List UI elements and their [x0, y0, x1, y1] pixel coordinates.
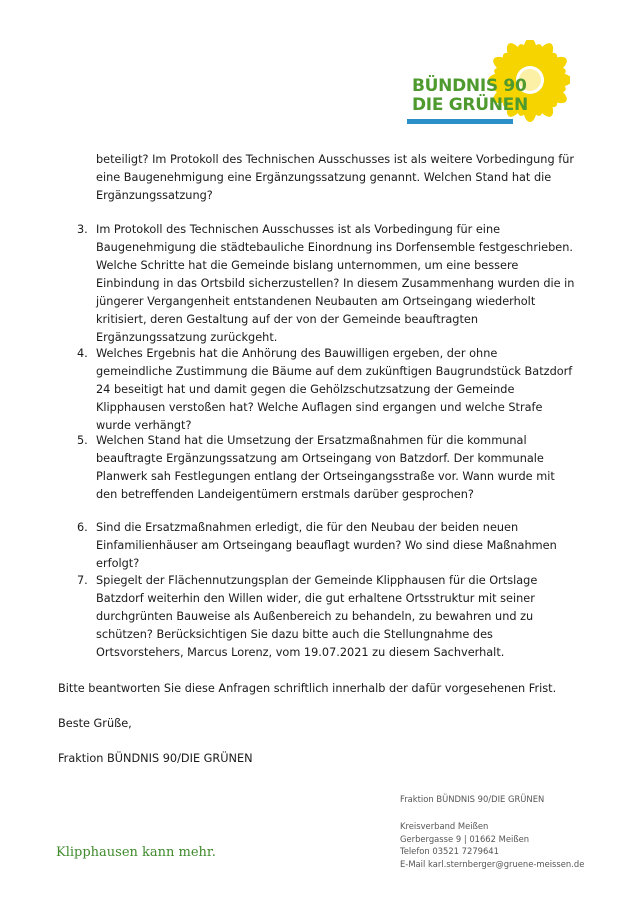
footer-phone: Telefon 03521 7279641 — [400, 846, 499, 856]
footer-org: Fraktion BÜNDNIS 90/DIE GRÜNEN — [400, 794, 545, 804]
logo-wordmark — [412, 77, 528, 115]
closing-signature: Fraktion BÜNDNIS 90/DIE GRÜNEN — [58, 752, 253, 765]
footer-kreisverband: Kreisverband Meißen — [400, 821, 489, 831]
party-logo — [405, 40, 565, 130]
footer-contact — [400, 820, 584, 870]
item-number: 4. — [77, 347, 88, 360]
logo-underline — [407, 119, 513, 124]
logo-line-1: BÜNDNIS 90 — [412, 76, 527, 96]
item-text: Im Protokoll des Technischen Ausschusses ist als Vorbedingung für eine Baugenehmigung die städtebauliche Einordnung ins Dorfensemble festgeschrieben. Welche Schritte hat die Gemeinde bislang unternommen, um eine bessere Einbindung in das Ortsbild sicherzustellen? In diesem Zusammenhang wurden die in jüngerer Vergangenheit entstandenen Neubauten am Ortseingang wiederholt kritisiert, deren Gestaltung auf der von der Gemeinde beauftragten Ergänzungssatzung zurückgeht. — [96, 223, 575, 344]
item-text: Sind die Ersatzmaßnahmen erledigt, die für den Neubau der beiden neuen Einfamilienhäuser am Ortseingang beauflagt wurden? Wo sind diese Maßnahmen erfolgt? — [96, 521, 557, 570]
item-text: Spiegelt der Flächennutzungsplan der Gemeinde Klipphausen für die Ortslage Batzdorf weiterhin den Willen wider, die gut erhaltene Ortsstruktur mit seiner durchgrünten Bauweise als Außenbereich zu behandeln, zu bewahren und zu schützen? Berücksichtigen Sie dazu bitte auch die Stellungnahme des Ortsvorstehers, Marcus Lorenz, vom 19.07.2021 zu diesem Sachverhalt. — [96, 574, 538, 659]
closing-greeting: Beste Grüße, — [58, 717, 132, 730]
slogan: Klipphausen kann mehr. — [56, 845, 216, 860]
item-number: 6. — [77, 521, 88, 534]
closing-request: Bitte beantworten Sie diese Anfragen schriftlich innerhalb der dafür vorgesehenen Frist. — [58, 682, 557, 695]
continuation-paragraph: beteiligt? Im Protokoll des Technischen Ausschusses ist als weitere Vorbedingung für eine Baugenehmigung eine Ergänzungssatzung genannt. Welchen Stand hat die Ergänzungssatzung? — [96, 153, 575, 202]
footer-email: E-Mail karl.sternberger@gruene-meissen.de — [400, 858, 585, 869]
item-text: Welchen Stand hat die Umsetzung der Ersatzmaßnahmen für die kommunal beauftragte Ergänzungssatzung am Ortseingang von Batzdorf. Der kommunale Planwerk sah Festlegungen entlang der Ortseingangsstraße vor. Wann wurde mit den betreffenden Landeigentümern erstmals darüber gesprochen? — [96, 434, 555, 501]
item-number: 7. — [77, 574, 88, 587]
footer-address: Gerbergasse 9 | 01662 Meißen — [400, 833, 530, 844]
logo-line-2: DIE GRÜNEN — [412, 95, 528, 115]
item-number: 5. — [77, 434, 88, 447]
item-number: 3. — [77, 223, 88, 236]
item-text: Welches Ergebnis hat die Anhörung des Bauwilligen ergeben, der ohne gemeindliche Zustimmung die Bäume auf dem zukünftigen Baugrundstück Batzdorf 24 beseitigt hat und damit gegen die Gehölzschutzsatzung der Gemeinde Klipphausen verstoßen hat? Welche Auflagen sind ergangen und welche Strafe wurde verhängt? — [96, 347, 573, 432]
